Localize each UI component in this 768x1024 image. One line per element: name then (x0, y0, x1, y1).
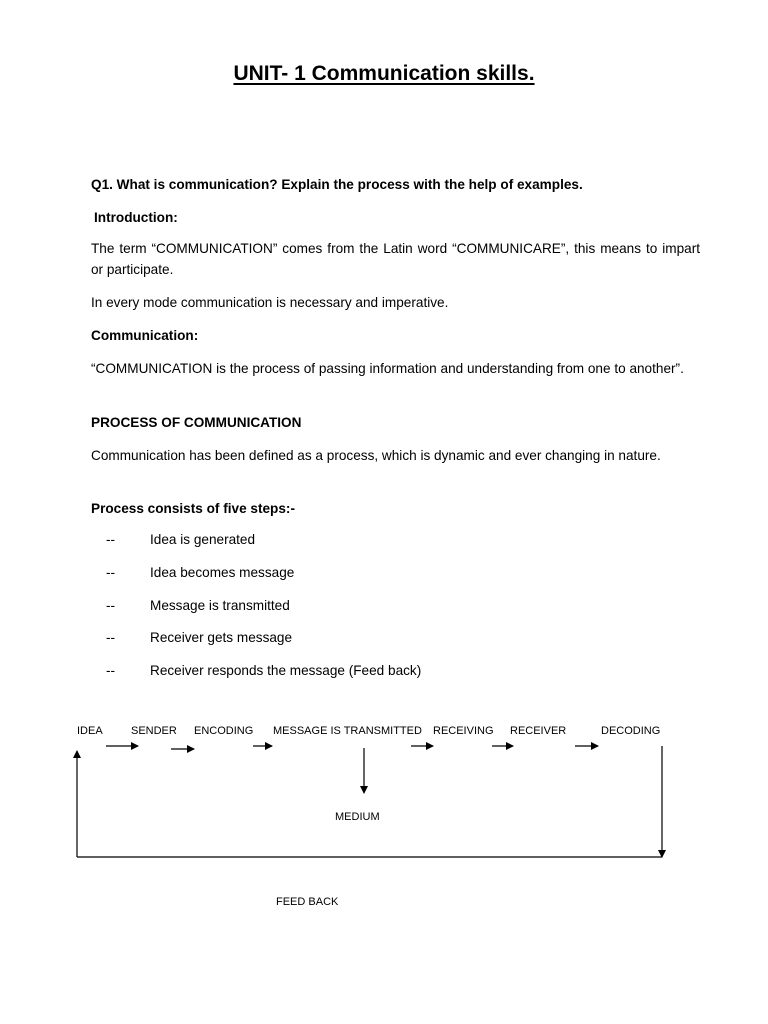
process-paragraph: Communication has been defined as a process, which is dynamic and ever changing in nature. (91, 448, 661, 463)
step-dash: -- (106, 565, 116, 580)
step-item: Receiver responds the message (Feed back) (150, 663, 422, 678)
node-message-transmitted: MESSAGE IS TRANSMITTED (273, 725, 422, 737)
intro-paragraph: The term “COMMUNICATION” comes from the Latin word “COMMUNICARE”, this means to impart or participate. (91, 241, 700, 277)
process-heading: PROCESS OF COMMUNICATION (91, 415, 302, 430)
definition-paragraph: “COMMUNICATION is the process of passing information and understanding from one to another”. (91, 361, 684, 376)
step-item: Idea becomes message (150, 565, 295, 580)
steps-heading: Process consists of five steps:- (91, 501, 295, 516)
node-encoding: ENCODING (194, 725, 254, 737)
step-item: Receiver gets message (150, 630, 293, 645)
step-dash: -- (106, 630, 116, 645)
step-item: Idea is generated (150, 532, 256, 547)
node-sender: SENDER (131, 725, 177, 737)
step-dash: -- (106, 532, 116, 547)
node-idea: IDEA (77, 725, 103, 737)
node-receiver: RECEIVER (510, 725, 567, 737)
step-item: Message is transmitted (150, 598, 290, 613)
medium-label: MEDIUM (335, 811, 380, 823)
question-heading: Q1. What is communication? Explain the process with the help of examples. (91, 177, 583, 192)
step-dash: -- (106, 598, 116, 613)
page-title: UNIT- 1 Communication skills. (233, 62, 535, 85)
step-dash: -- (106, 663, 116, 678)
node-decoding: DECODING (601, 725, 661, 737)
mode-paragraph: In every mode communication is necessary and imperative. (91, 295, 449, 310)
node-receiving: RECEIVING (433, 725, 494, 737)
feedback-label: FEED BACK (276, 896, 339, 908)
communication-heading: Communication: (91, 328, 199, 343)
introduction-heading: Introduction: (94, 210, 178, 225)
